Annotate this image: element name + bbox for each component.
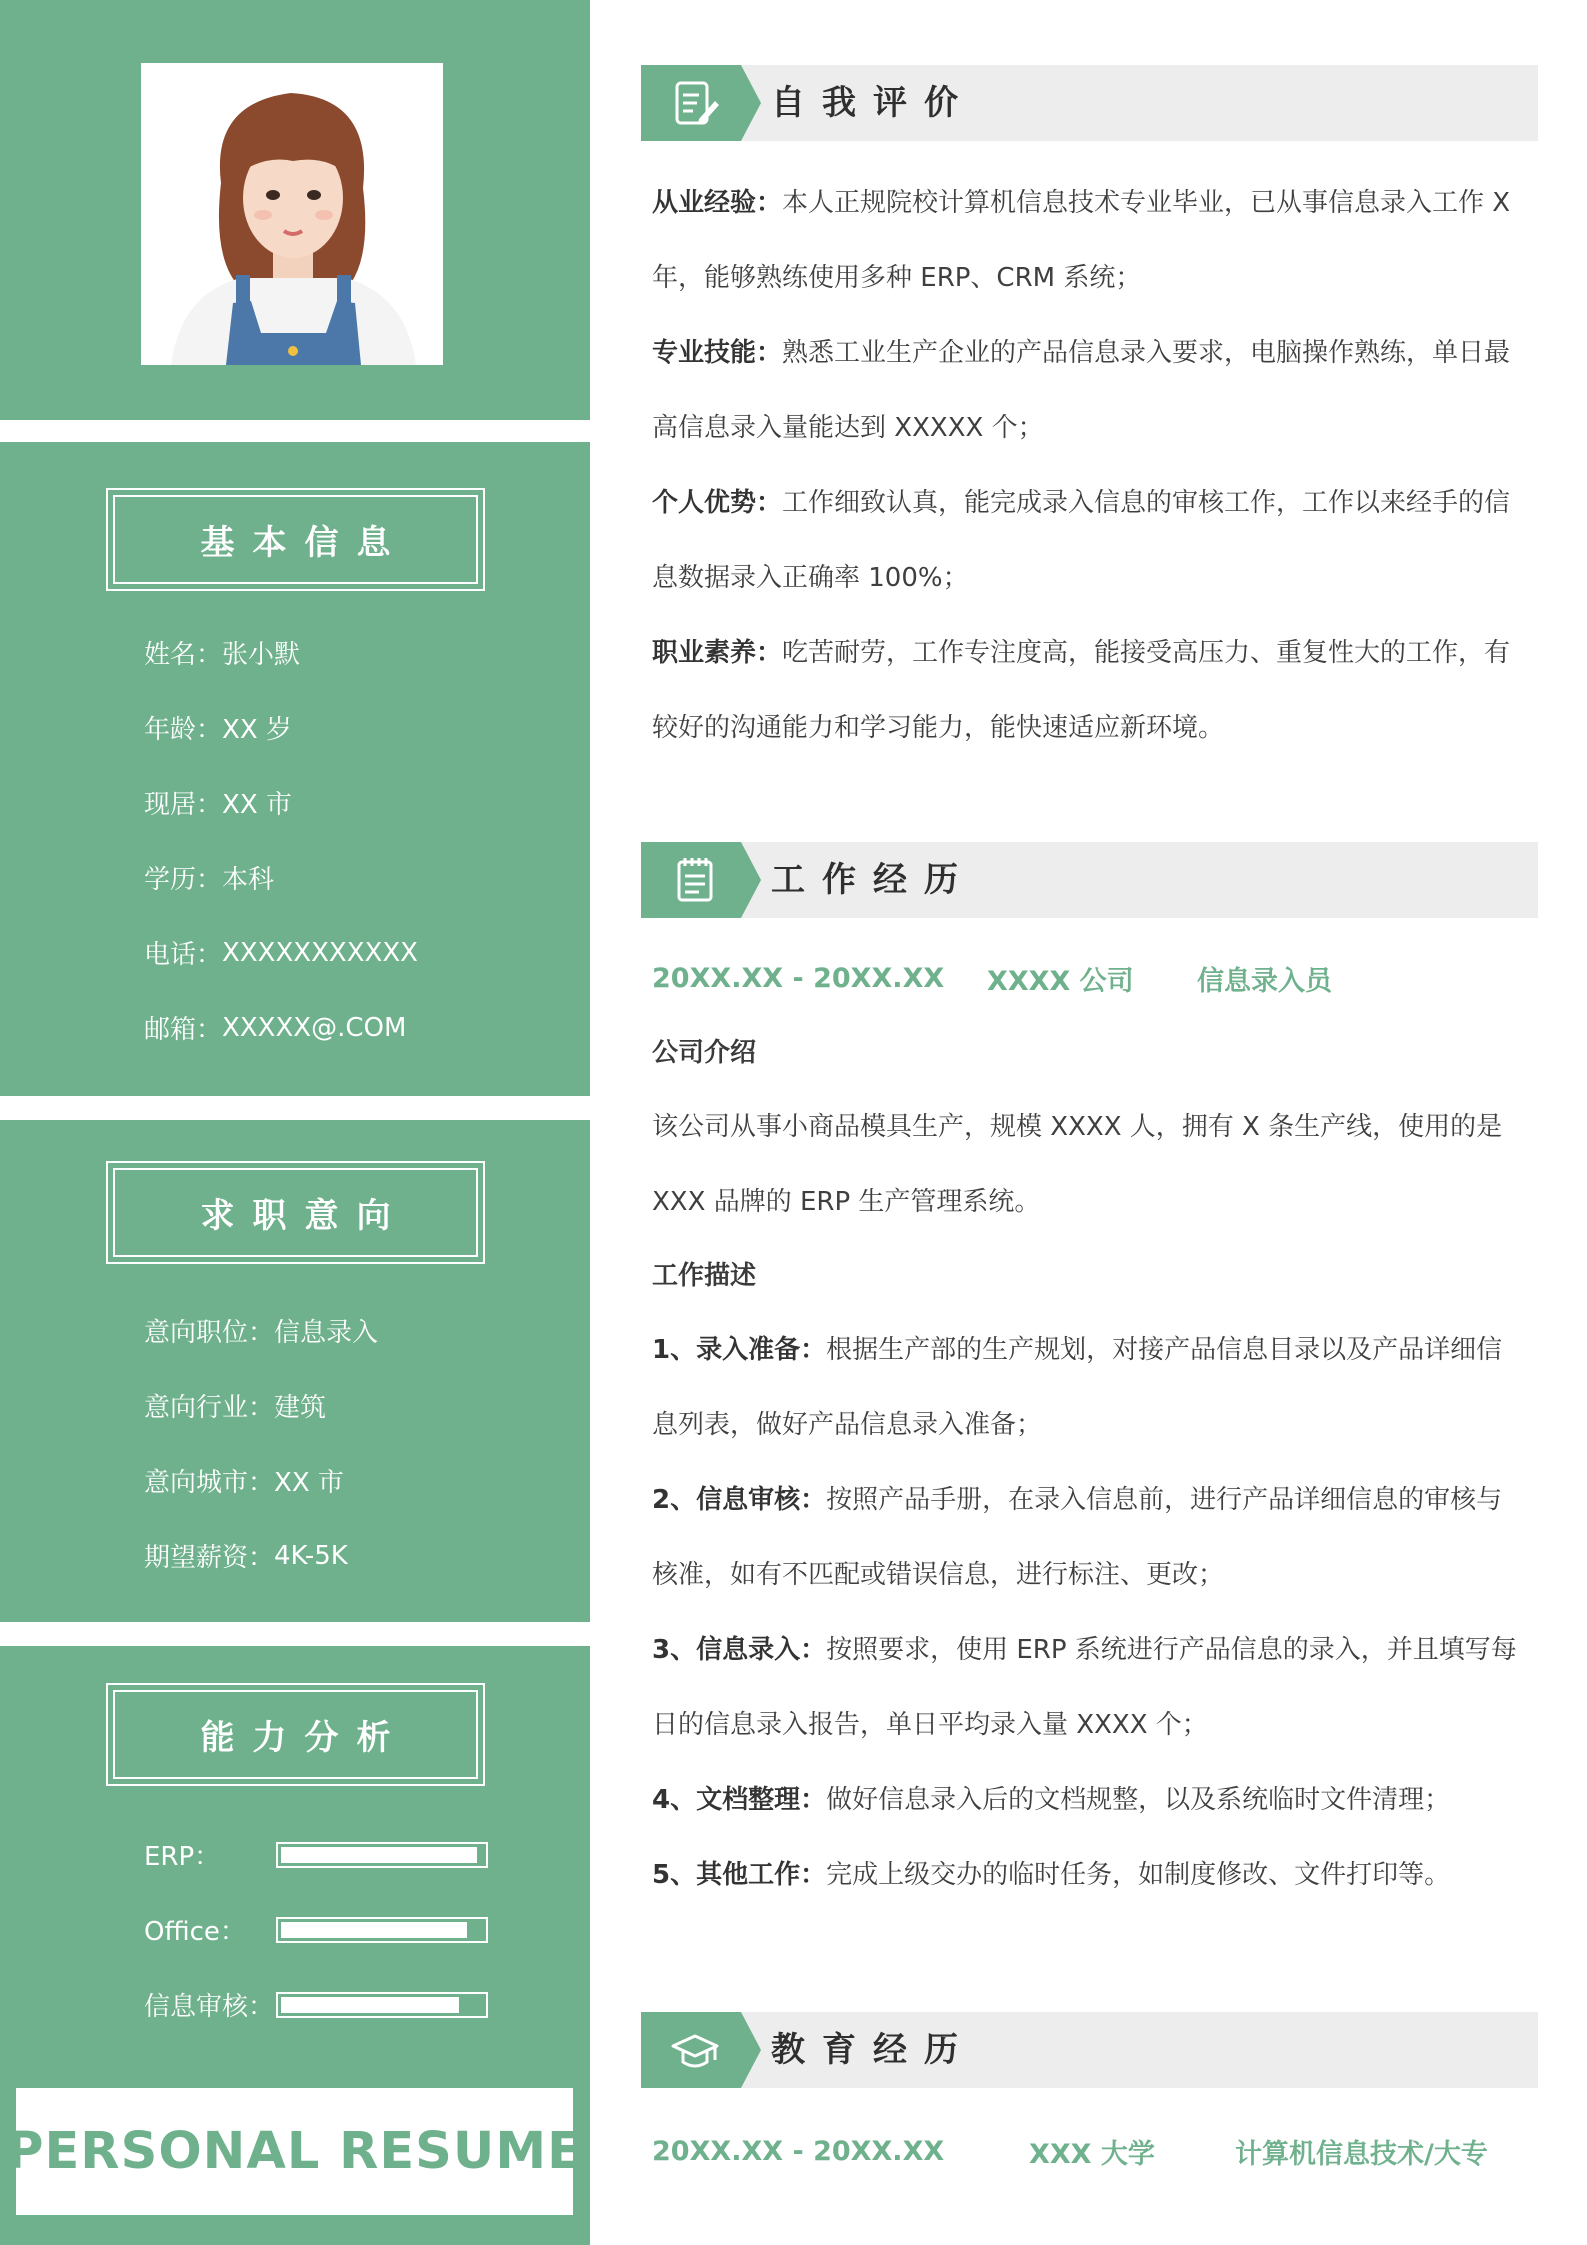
edu-school: XXX 大学: [1029, 2138, 1155, 2170]
info-label: 期望薪资：: [144, 1543, 275, 1573]
info-label: 姓名：: [144, 640, 223, 670]
info-value: XXXXXXXXXXX: [222, 937, 418, 968]
info-row-email: [144, 990, 418, 1065]
info-value: XX 岁: [222, 715, 292, 745]
work-title: 工作经历: [771, 860, 975, 900]
info-label: 意向职位：: [144, 1318, 275, 1348]
info-value: XX 市: [274, 1468, 344, 1498]
work-task-item: 4、文档整理：做好信息录入后的文档规整，以及系统临时文件清理；: [652, 1785, 1451, 1815]
skill-fill: [281, 1847, 477, 1863]
education-title: 教育经历: [771, 2030, 975, 2070]
skill-label: 信息审核：: [144, 1991, 275, 2022]
work-task-item: 1、录入准备：根据生产部的生产规划，对接产品信息目录以及产品详细信息列表，做好产品信息录入准备；: [652, 1335, 1503, 1440]
intent-row-salary: [144, 1518, 378, 1593]
brand-text: PERSONAL RESUME: [6, 2122, 583, 2181]
photo-panel: [0, 0, 590, 420]
intent-row-position: [144, 1293, 378, 1368]
skill-row-office: [144, 1909, 488, 1949]
info-label: 邮箱：: [144, 1015, 223, 1045]
graduation-cap-icon: [671, 2026, 719, 2074]
skill-progress-bar: [276, 1992, 488, 2018]
education-entry-line: [652, 2131, 1488, 2171]
info-value: XX 市: [222, 790, 292, 820]
info-row-phone: [144, 915, 418, 990]
info-value: XXXXX@.COM: [222, 1012, 407, 1043]
profile-photo: [141, 63, 443, 365]
work-heading: [641, 842, 1538, 918]
info-label: 意向行业：: [144, 1393, 275, 1423]
self-eval-item: 职业素养：吃苦耐劳，工作专注度高，能接受高压力、重复性大的工作，有较好的沟通能力和学习能力，能快速适应新环境。: [652, 638, 1511, 743]
skill-fill: [281, 1922, 467, 1938]
education-heading: [641, 2012, 1538, 2088]
info-label: 年龄：: [144, 715, 223, 745]
skill-row-review: [144, 1984, 488, 2024]
work-task-item: 5、其他工作：完成上级交办的临时任务，如制度修改、文件打印等。: [652, 1860, 1451, 1890]
work-desc-content: [652, 1313, 1522, 1913]
basic-info-list: [144, 615, 418, 1065]
info-label: 意向城市：: [144, 1468, 275, 1498]
skills-title: 能力分析: [113, 1690, 478, 1779]
info-value: 张小默: [222, 640, 301, 670]
work-task-item: 3、信息录入：按照要求，使用 ERP 系统进行产品信息的录入，并且填写每日的信息录入报告，单日平均录入量 XXXX 个；: [652, 1635, 1517, 1740]
edu-major: 计算机信息技术/大专: [1235, 2138, 1488, 2170]
work-entry-line: [652, 958, 1332, 998]
info-row-city: [144, 765, 418, 840]
skill-row-erp: [144, 1834, 488, 1874]
job-intent-list: [144, 1293, 378, 1593]
skill-label: ERP：: [144, 1841, 221, 1872]
self-eval-item: 专业技能：熟悉工业生产企业的产品信息录入要求，电脑操作熟练，单日最高信息录入量能达到 XXXXX 个；: [652, 338, 1511, 443]
info-label: 现居：: [144, 790, 223, 820]
self-eval-item: 从业经验：本人正规院校计算机信息技术专业毕业，已从事信息录入工作 X 年，能够熟练使用多种 ERP、CRM 系统；: [652, 188, 1511, 293]
work-period: 20XX.XX - 20XX.XX: [652, 962, 945, 994]
info-row-age: [144, 690, 418, 765]
info-row-name: [144, 615, 418, 690]
work-desc-title: 工作描述: [652, 1261, 757, 1291]
info-value: 4K-5K: [274, 1540, 348, 1571]
info-label: 电话：: [144, 940, 223, 970]
intent-row-city: [144, 1443, 378, 1518]
work-task-item: 2、信息审核：按照产品手册，在录入信息前，进行产品详细信息的审核与核准，如有不匹配或错误信息，进行标注、更改；: [652, 1485, 1503, 1590]
intent-row-industry: [144, 1368, 378, 1443]
edit-note-icon: [671, 79, 719, 127]
self-eval-content: [652, 166, 1522, 766]
work-company: XXXX 公司: [987, 965, 1134, 997]
basic-info-title-box: [106, 488, 485, 591]
info-value: 建筑: [274, 1393, 327, 1423]
info-row-degree: [144, 840, 418, 915]
skill-progress-bar: [276, 1917, 488, 1943]
job-intent-title: 求职意向: [113, 1168, 478, 1257]
company-intro-paragraph: 该公司从事小商品模具生产，规模 XXXX 人，拥有 X 条生产线，使用的是 XXX 品牌的 ERP 生产管理系统。: [652, 1112, 1503, 1217]
company-intro-text: [652, 1090, 1522, 1240]
self-eval-heading: [641, 65, 1538, 141]
skill-fill: [281, 1997, 459, 2013]
info-label: 学历：: [144, 865, 223, 895]
edu-period: 20XX.XX - 20XX.XX: [652, 2135, 945, 2167]
notepad-icon: [671, 856, 719, 904]
basic-info-title: 基本信息: [113, 495, 478, 584]
company-intro-title: 公司介绍: [652, 1038, 757, 1068]
self-eval-title: 自我评价: [771, 83, 975, 123]
work-position: 信息录入员: [1197, 965, 1332, 997]
skill-label: Office：: [144, 1916, 246, 1947]
info-value: 信息录入: [274, 1318, 379, 1348]
skills-title-box: [106, 1683, 485, 1786]
brand-banner: [6, 2088, 583, 2215]
info-value: 本科: [222, 865, 275, 895]
skill-progress-bar: [276, 1842, 488, 1868]
self-eval-item: 个人优势：工作细致认真，能完成录入信息的审核工作，工作以来经手的信息数据录入正确率 100%；: [652, 488, 1511, 593]
job-intent-title-box: [106, 1161, 485, 1264]
